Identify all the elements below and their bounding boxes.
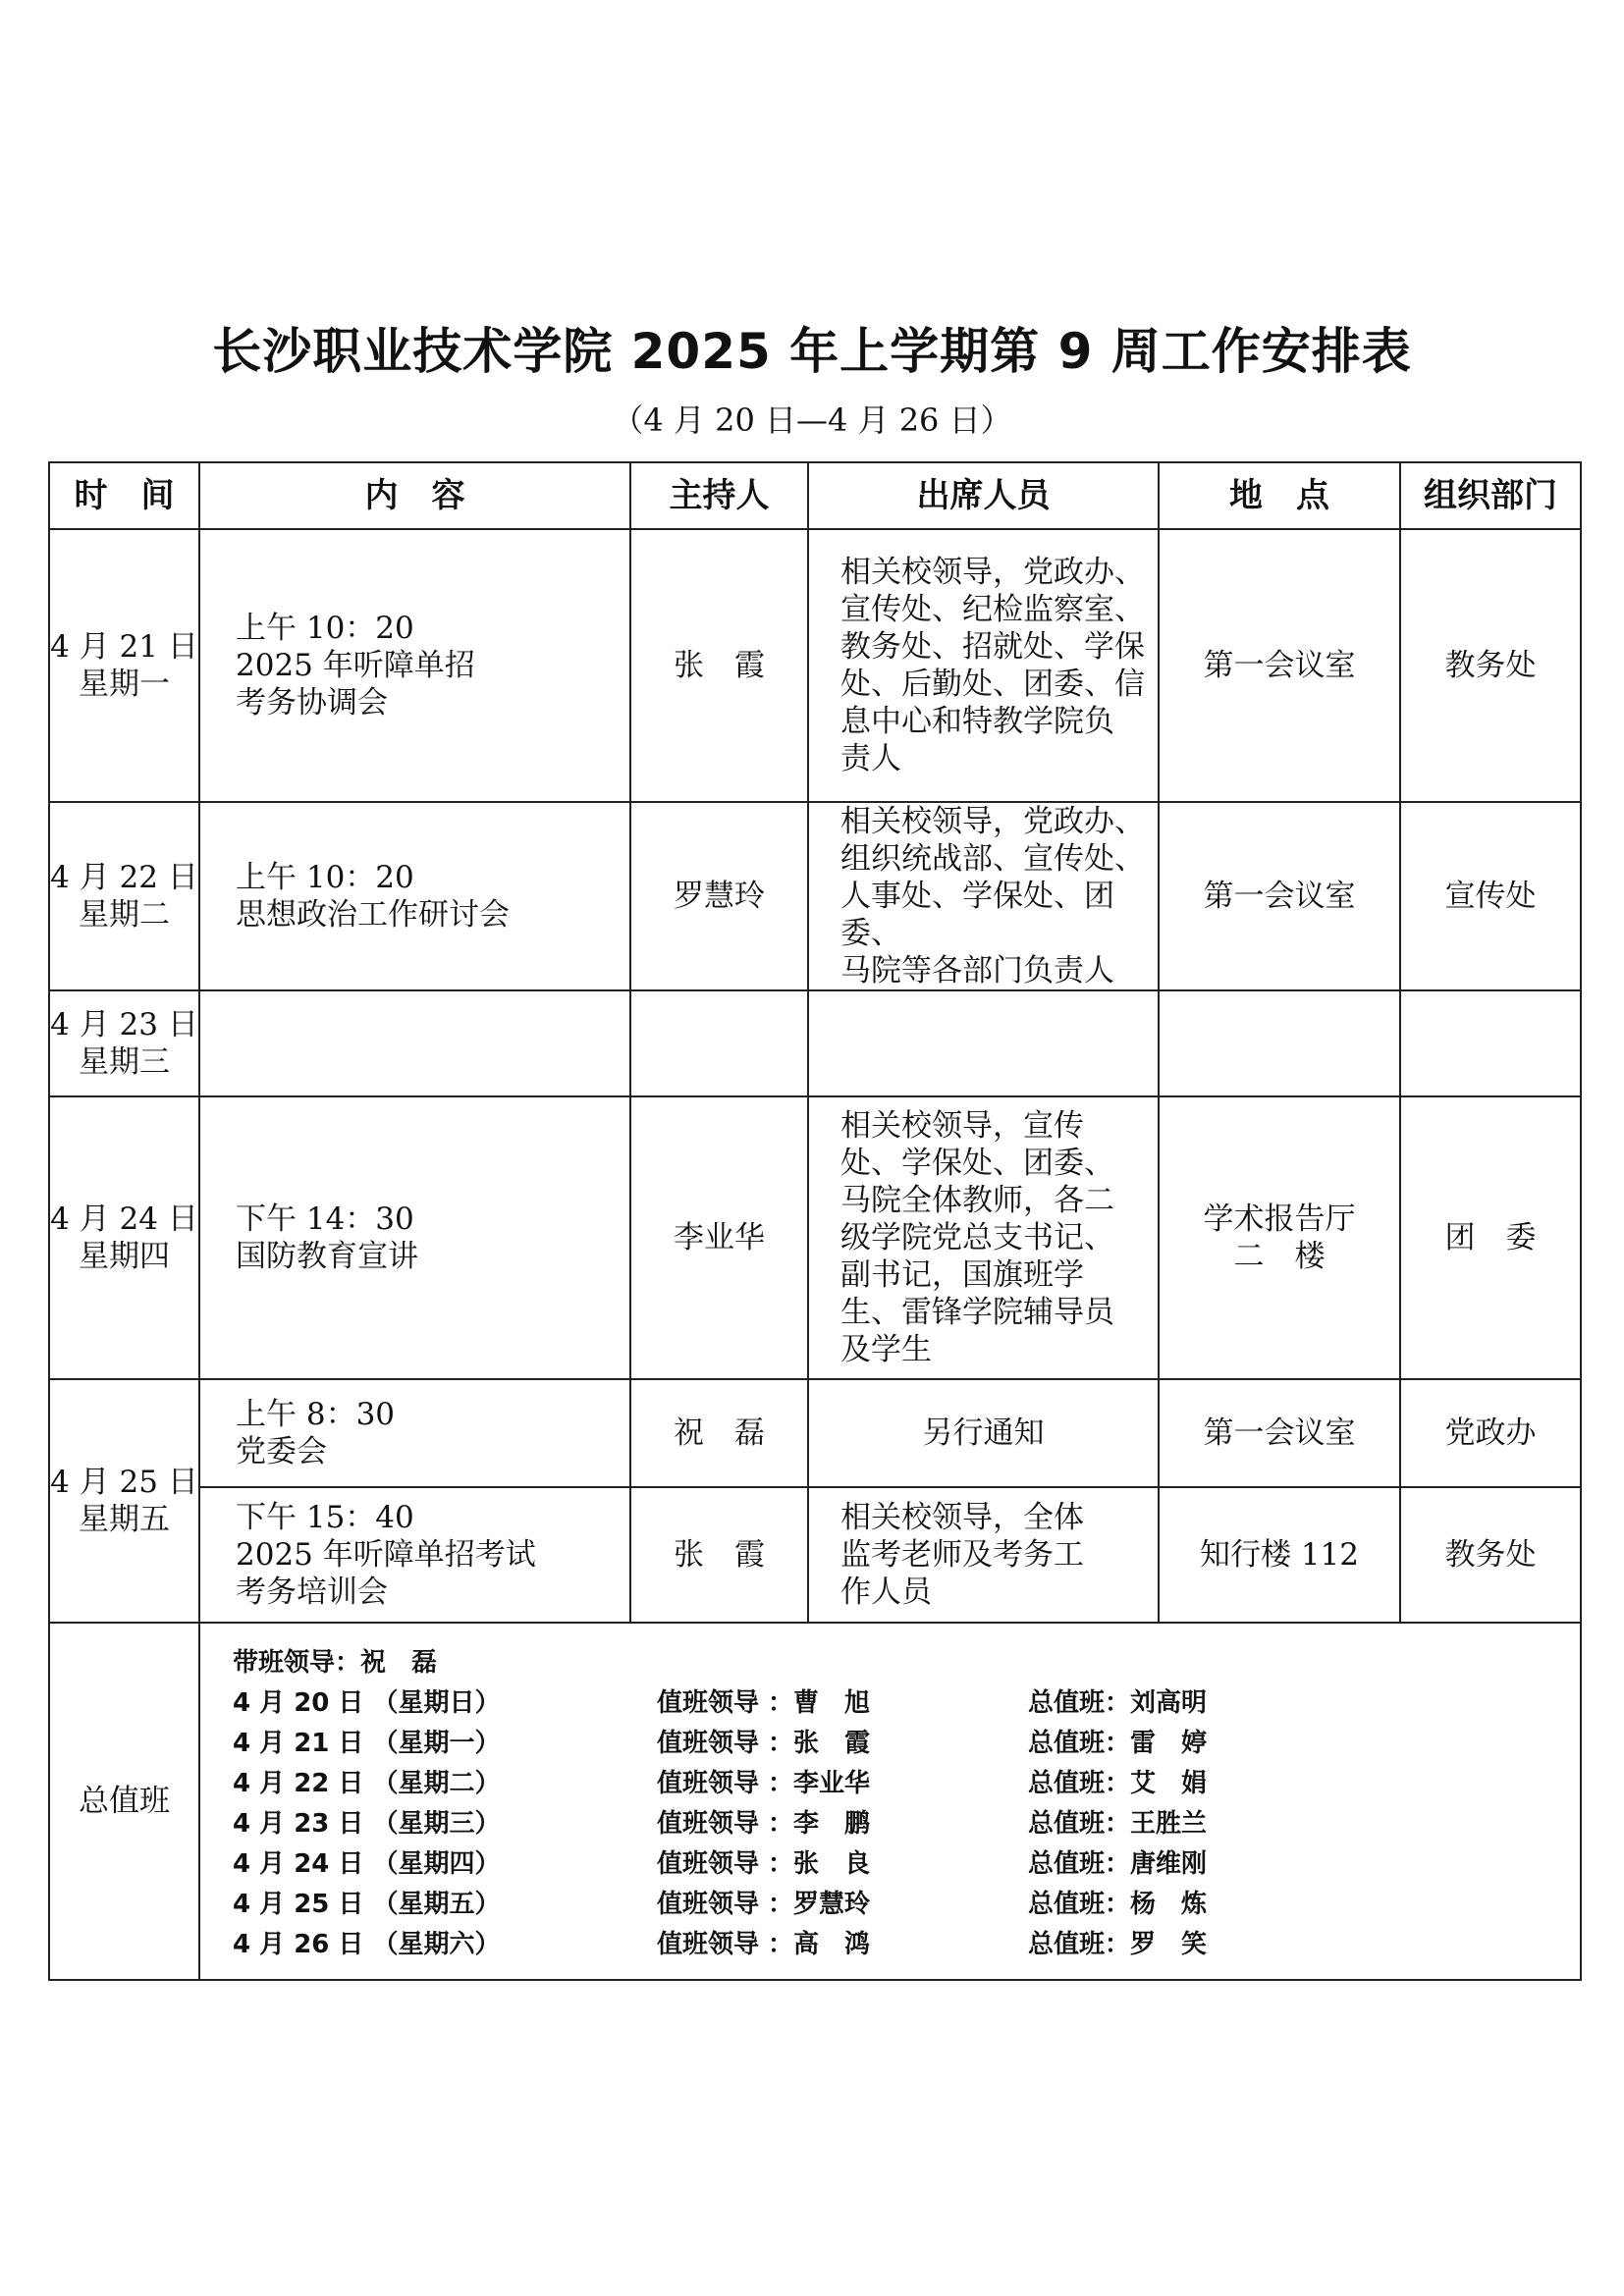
attendees-line: 宣传处、纪检监察室、 [840, 592, 1145, 627]
location-cell: 第一会议室 [1159, 1379, 1400, 1487]
weekday-text: 星期五 [79, 1502, 170, 1537]
attendees-line: 及学生 [840, 1332, 932, 1367]
attendees-line: 马院全体教师，各二 [840, 1183, 1114, 1218]
duty-leader: 值班领导 ：曹 旭 [657, 1688, 871, 1718]
content-cell [199, 990, 630, 1096]
department-cell: 团 委 [1400, 1096, 1581, 1379]
location-cell: 第一会议室 [1159, 802, 1400, 990]
duty-entry [233, 1724, 1580, 1764]
host-cell [630, 990, 808, 1096]
location-cell: 第一会议室 [1159, 529, 1400, 802]
header-attendees: 出席人员 [808, 462, 1159, 529]
duty-date: 4 月 21 日 （星期一） [233, 1729, 501, 1758]
duty-entry [233, 1925, 1580, 1965]
attendees-line: 监考老师及考务工 [840, 1537, 1084, 1573]
table-row [49, 990, 1581, 1096]
duty-chief: 总值班：杨 炼 [1028, 1890, 1208, 1919]
content-line: 党委会 [236, 1434, 327, 1469]
attendees-line: 级学院党总支书记、 [840, 1220, 1114, 1255]
attendees-line: 人事处、学保处、团委、 [840, 879, 1114, 951]
content-cell [199, 529, 630, 802]
duty-roster-cell [199, 1623, 1581, 1980]
attendees-line: 组织统战部、宣传处、 [840, 841, 1145, 877]
duty-leader: 值班领导 ：李业华 [657, 1769, 871, 1798]
table-row [49, 1096, 1581, 1379]
date-text: 4 月 23 日 [50, 1007, 198, 1042]
content-cell [199, 1379, 630, 1487]
host-cell: 李业华 [630, 1096, 808, 1379]
weekday-text: 星期二 [79, 897, 170, 933]
duty-date: 4 月 26 日 （星期六） [233, 1930, 501, 1959]
date-cell [49, 990, 199, 1096]
attendees-line: 责人 [840, 741, 901, 776]
header-host: 主持人 [630, 462, 808, 529]
date-cell [49, 1096, 199, 1379]
content-line: 思想政治工作研讨会 [236, 897, 510, 933]
header-time: 时 间 [49, 462, 199, 529]
duty-roster [233, 1643, 1580, 1965]
header-content: 内 容 [199, 462, 630, 529]
duty-date: 4 月 24 日 （星期四） [233, 1849, 501, 1879]
header-location: 地 点 [1159, 462, 1400, 529]
content-cell [199, 802, 630, 990]
duty-leader: 值班领导 ：罗慧玲 [657, 1890, 871, 1919]
date-range-subtitle: （4 月 20 日—4 月 26 日） [612, 401, 1012, 439]
date-cell [49, 802, 199, 990]
department-cell: 教务处 [1400, 529, 1581, 802]
attendees-line: 教务处、招就处、学保 [840, 629, 1145, 665]
duty-date: 4 月 20 日 （星期日） [233, 1688, 501, 1718]
content-line: 下午 14：30 [236, 1201, 414, 1237]
duty-entry [233, 1885, 1580, 1925]
host-cell: 祝 磊 [630, 1379, 808, 1487]
location-cell [1159, 990, 1400, 1096]
table-row [49, 1379, 1581, 1487]
header-row [49, 462, 1581, 529]
duty-chief: 总值班：唐维刚 [1028, 1849, 1208, 1879]
content-line: 上午 8：30 [236, 1397, 396, 1432]
duty-row [49, 1623, 1581, 1980]
attendees-line: 相关校领导，党政办、 [840, 804, 1145, 839]
duty-lead-row [233, 1643, 1580, 1683]
attendees-line: 相关校领导，全体 [840, 1500, 1084, 1535]
location-cell [1159, 1096, 1400, 1379]
department-cell: 宣传处 [1400, 802, 1581, 990]
attendees-line: 息中心和特教学院负 [840, 704, 1114, 739]
content-line: 考务培训会 [236, 1575, 388, 1610]
content-line: 国防教育宣讲 [236, 1239, 418, 1274]
content-cell [199, 1096, 630, 1379]
location-cell: 知行楼 112 [1159, 1487, 1400, 1623]
department-cell [1400, 990, 1581, 1096]
table-row [49, 802, 1581, 990]
duty-chief: 总值班：刘高明 [1028, 1688, 1208, 1718]
duty-leader: 值班领导 ：李 鹏 [657, 1809, 871, 1839]
attendees-line: 相关校领导，党政办、 [840, 555, 1145, 590]
duty-chief: 总值班：雷 婷 [1028, 1729, 1208, 1758]
attendees-line: 马院等各部门负责人 [840, 953, 1114, 988]
date-text: 4 月 25 日 [50, 1465, 198, 1500]
host-cell: 张 霞 [630, 1487, 808, 1623]
attendees-cell [808, 802, 1159, 990]
weekday-text: 星期四 [79, 1239, 170, 1274]
duty-chief: 总值班：罗 笑 [1028, 1930, 1208, 1959]
attendees-cell: 另行通知 [808, 1379, 1159, 1487]
date-cell [49, 529, 199, 802]
table-row [49, 529, 1581, 802]
attendees-line: 相关校领导，宣传 [840, 1108, 1084, 1144]
department-cell: 党政办 [1400, 1379, 1581, 1487]
attendees-line: 处、学保处、团委、 [840, 1146, 1114, 1181]
schedule-table [48, 461, 1582, 1981]
duty-entry [233, 1804, 1580, 1844]
content-line: 下午 15：40 [236, 1500, 414, 1535]
content-line: 考务协调会 [236, 685, 388, 721]
duty-leader: 值班领导 ：张 霞 [657, 1729, 871, 1758]
duty-entry [233, 1764, 1580, 1804]
attendees-line: 作人员 [840, 1575, 932, 1610]
header-department: 组织部门 [1400, 462, 1581, 529]
host-cell: 张 霞 [630, 529, 808, 802]
duty-date: 4 月 25 日 （星期五） [233, 1890, 501, 1919]
weekday-text: 星期三 [79, 1044, 170, 1080]
attendees-line: 处、后勤处、团委、信 [840, 667, 1145, 702]
attendees-cell [808, 1487, 1159, 1623]
duty-date: 4 月 23 日 （星期三） [233, 1809, 501, 1839]
date-text: 4 月 22 日 [50, 860, 198, 895]
attendees-line: 副书记，国旗班学 [840, 1257, 1084, 1293]
duty-chief: 总值班：艾 娟 [1028, 1769, 1208, 1798]
content-line: 2025 年听障单招 [236, 648, 475, 683]
attendees-cell [808, 990, 1159, 1096]
date-text: 4 月 24 日 [50, 1201, 198, 1237]
document-title: 长沙职业技术学院 2025 年上学期第 9 周工作安排表 [212, 323, 1412, 380]
date-cell [49, 1379, 199, 1623]
duty-label-cell: 总值班 [49, 1623, 199, 1980]
content-line: 2025 年听障单招考试 [236, 1537, 536, 1573]
department-cell: 教务处 [1400, 1487, 1581, 1623]
attendees-cell [808, 529, 1159, 802]
content-line: 上午 10：20 [236, 611, 414, 646]
weekday-text: 星期一 [79, 667, 170, 702]
duty-entry [233, 1844, 1580, 1885]
duty-chief: 总值班：王胜兰 [1028, 1809, 1208, 1839]
host-cell: 罗慧玲 [630, 802, 808, 990]
content-cell [199, 1487, 630, 1623]
duty-leader: 值班领导 ：高 鸿 [657, 1930, 871, 1959]
attendees-cell [808, 1096, 1159, 1379]
location-line: 二 楼 [1233, 1239, 1326, 1274]
attendees-line: 生、雷锋学院辅导员 [840, 1295, 1114, 1330]
location-line: 学术报告厅 [1203, 1201, 1356, 1237]
date-text: 4 月 21 日 [50, 629, 198, 665]
duty-leader: 值班领导 ：张 良 [657, 1849, 871, 1879]
duty-lead: 带班领导：祝 磊 [233, 1648, 438, 1678]
duty-entry [233, 1683, 1580, 1724]
table-row [49, 1487, 1581, 1623]
duty-date: 4 月 22 日 （星期二） [233, 1769, 501, 1798]
content-line: 上午 10：20 [236, 860, 414, 895]
